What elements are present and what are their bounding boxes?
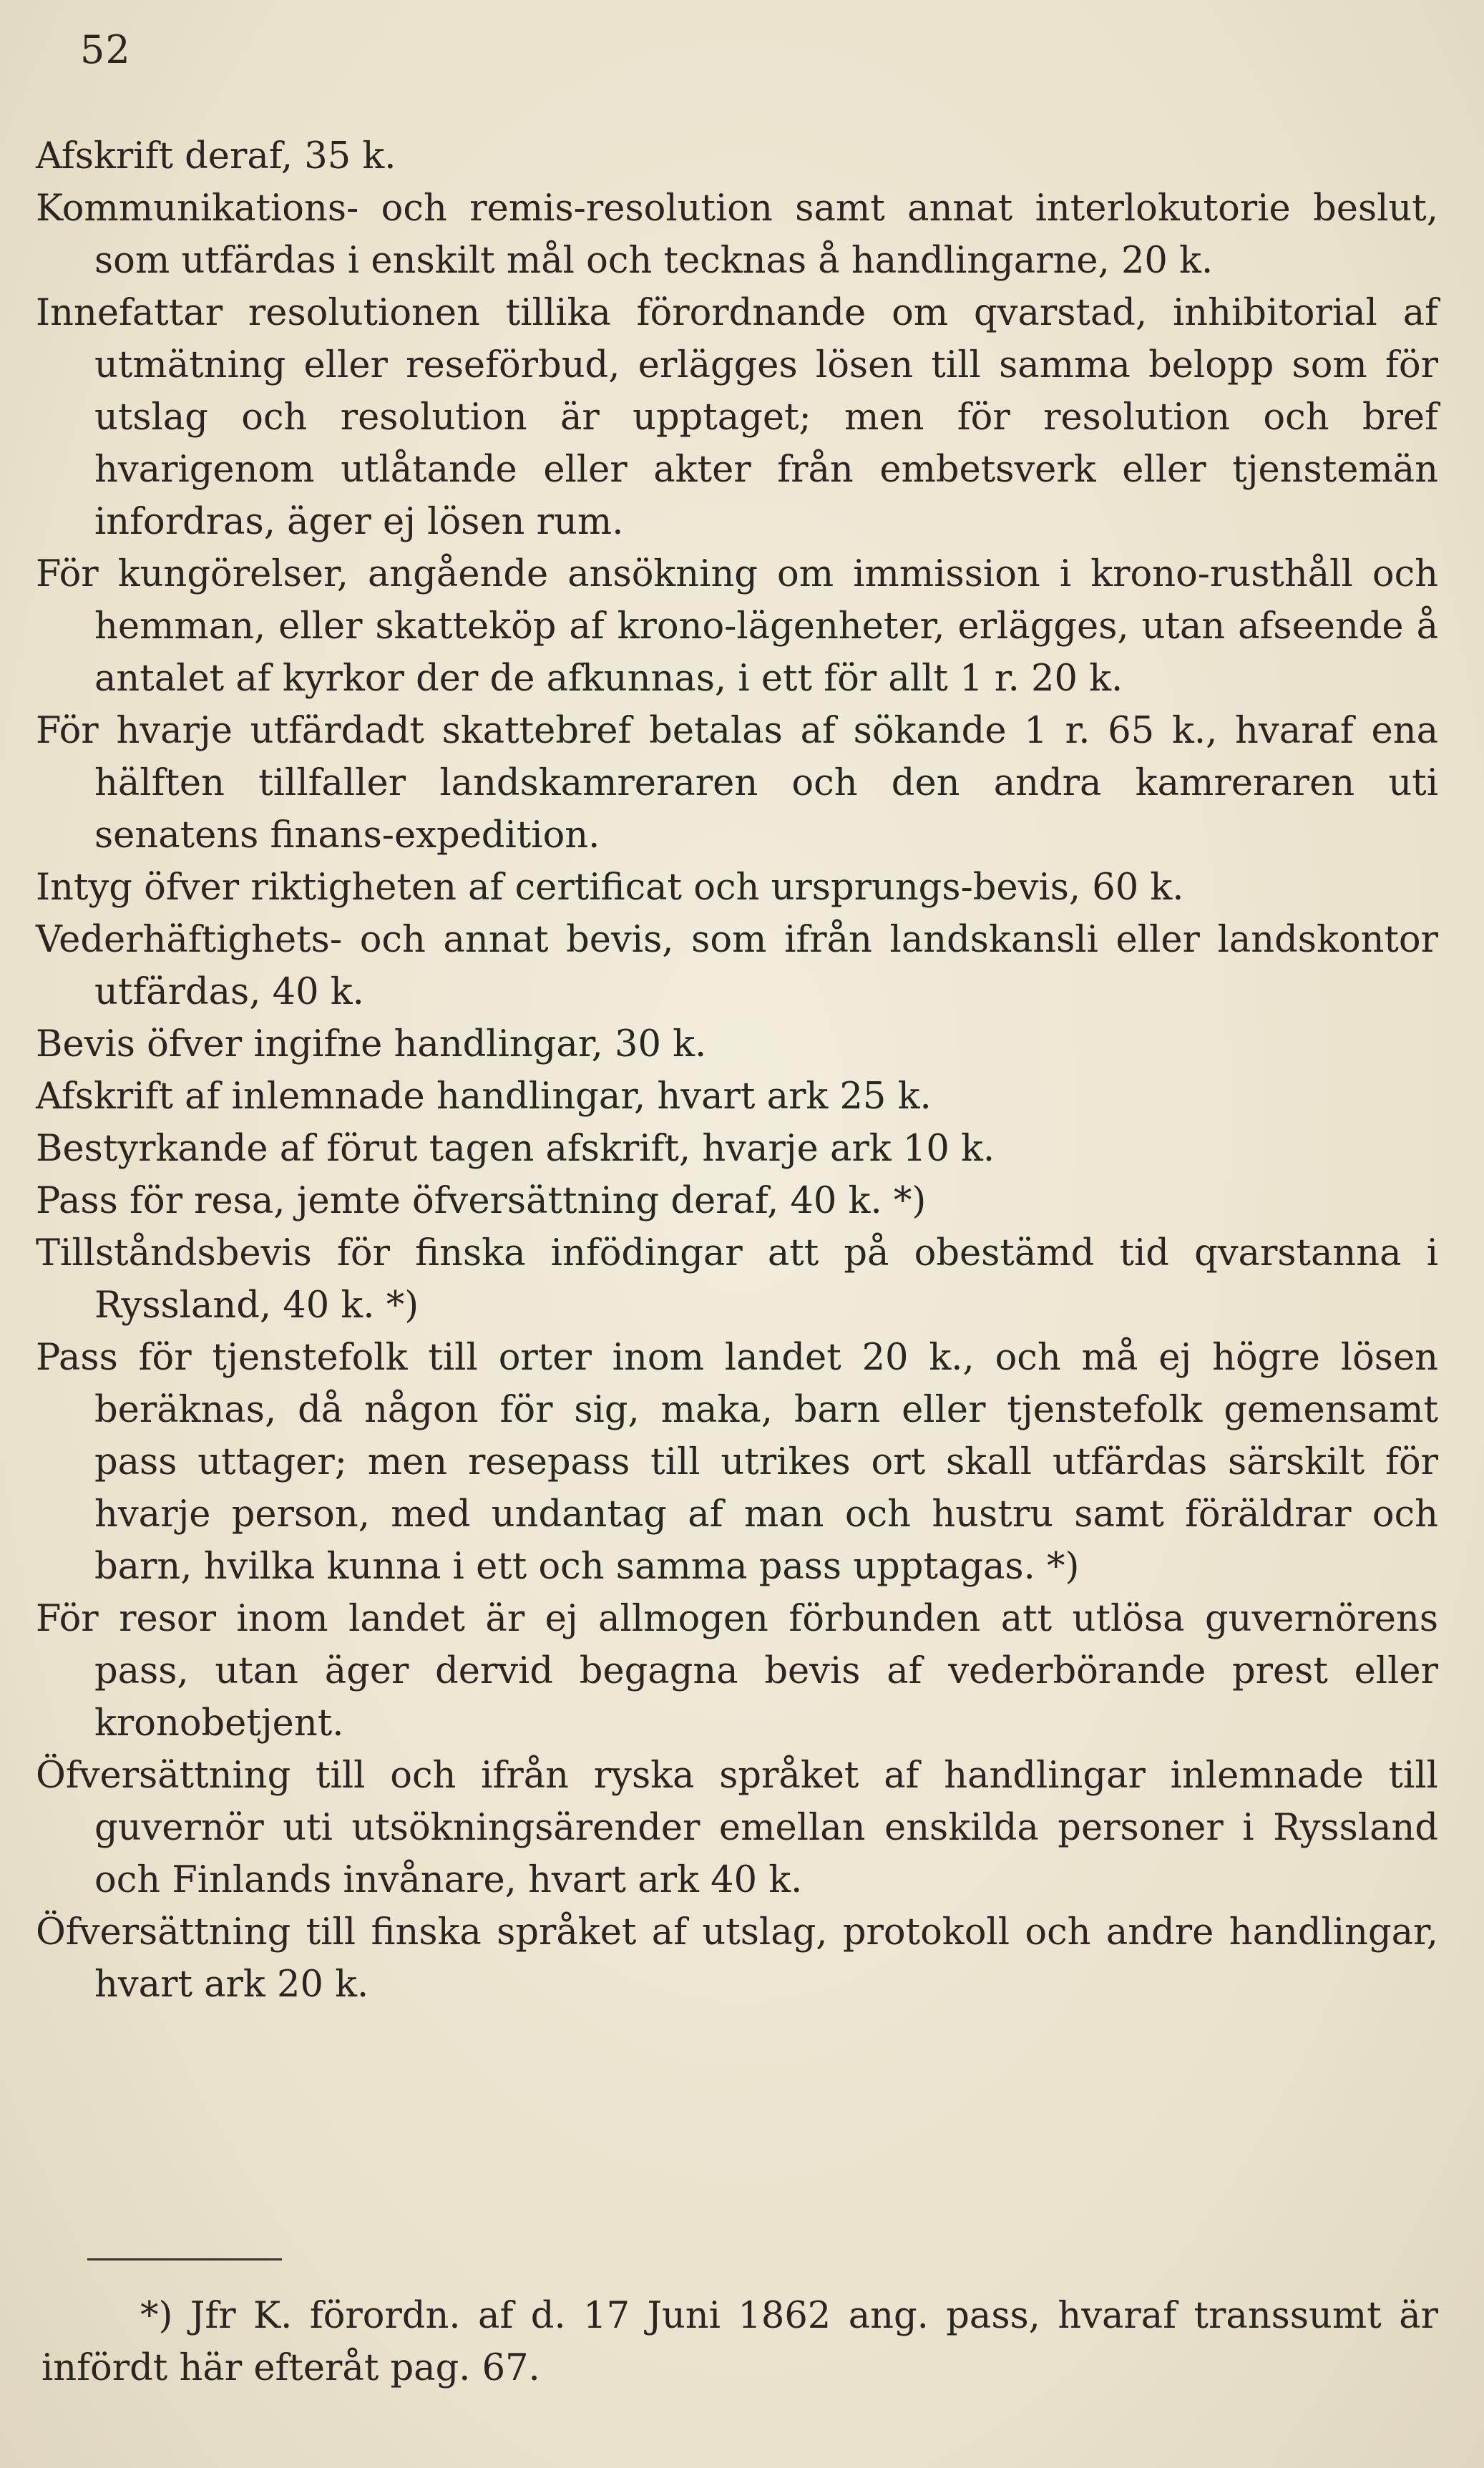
fee-entry: Bestyrkande af förut tagen afskrift, hvarje ark 10 k. — [36, 1128, 995, 1170]
fee-entry: Tillståndsbevis för finska infödingar att på obestämd tid qvarstanna i Ryssland, 40 k. *) — [36, 1232, 1438, 1327]
fee-entry: Vederhäftighets- och annat bevis, som ifrån landskansli eller landskontor utfärdas, 40 k. — [36, 919, 1438, 1013]
fee-entry: Öfversättning till finska språket af utslag, protokoll och andre handlingar, hvart ark 20 k. — [36, 1911, 1438, 2006]
fee-entry: Innefattar resolutionen tillika förordnande om qvarstad, inhibitorial af utmätning eller reseförbud, erlägges lösen till samma belopp som för utslag och resolution är upptaget; men för resolution och bref hvarigenom utlåtande eller akter från embetsverk eller tjenstemän infordras, äger ej lösen rum. — [36, 292, 1438, 543]
fee-entry: Pass för resa, jemte öfversättning deraf, 40 k. *) — [36, 1180, 927, 1222]
fee-entry: Kommunikations- och remis-resolution samt annat interlokutorie beslut, som utfärdas i enskilt mål och tecknas å handlingarne, 20 k. — [36, 187, 1438, 282]
fee-entry: Afskrift af inlemnade handlingar, hvart ark 25 k. — [36, 1076, 932, 1118]
fee-entry: För hvarje utfärdadt skattebref betalas af sökande 1 r. 65 k., hvaraf ena hälften tillfaller landskamreraren och den andra kamreraren uti senatens finans-expedition. — [36, 710, 1438, 857]
fee-entry: Afskrift deraf, 35 k. — [36, 135, 396, 177]
footnote-divider — [87, 2258, 282, 2260]
page-number: 52 — [80, 27, 131, 72]
fee-entry: Pass för tjenstefolk till orter inom landet 20 k., och må ej högre lösen beräknas, då någon för sig, maka, barn eller tjenstefolk gemensamt pass uttager; men resepass till utrikes ort skall utfärdas särskilt för hvarje person, med undantag af man och hustru samt föräldrar och barn, hvilka kunna i ett och samma pass upptagas. *) — [36, 1337, 1438, 1588]
fee-entry: Öfversättning till och ifrån ryska språket af handlingar inlemnade till guvernör uti utsökningsärender emellan enskilda personer i Ryssland och Finlands invånare, hvart ark 40 k. — [36, 1755, 1438, 1901]
footnote: *) Jfr K. förordn. af d. 17 Juni 1862 ang. pass, hvaraf transsumt är infördt här efteråt pag. 67. — [42, 2295, 1438, 2389]
fee-entry: Intyg öfver riktigheten af certificat och ursprungs-bevis, 60 k. — [36, 867, 1184, 909]
fee-entry: Bevis öfver ingifne handlingar, 30 k. — [36, 1023, 707, 1065]
fee-entry: För resor inom landet är ej allmogen förbunden att utlösa guvernörens pass, utan äger dervid begagna bevis af vederbörande prest eller kronobetjent. — [36, 1598, 1438, 1745]
fee-list — [36, 130, 1438, 2011]
fee-entry: För kungörelser, angående ansökning om immission i krono-rusthåll och hemman, eller skatteköp af krono-lägenheter, erlägges, utan afseende å antalet af kyrkor der de afkunnas, i ett för allt 1 r. 20 k. — [36, 553, 1438, 700]
